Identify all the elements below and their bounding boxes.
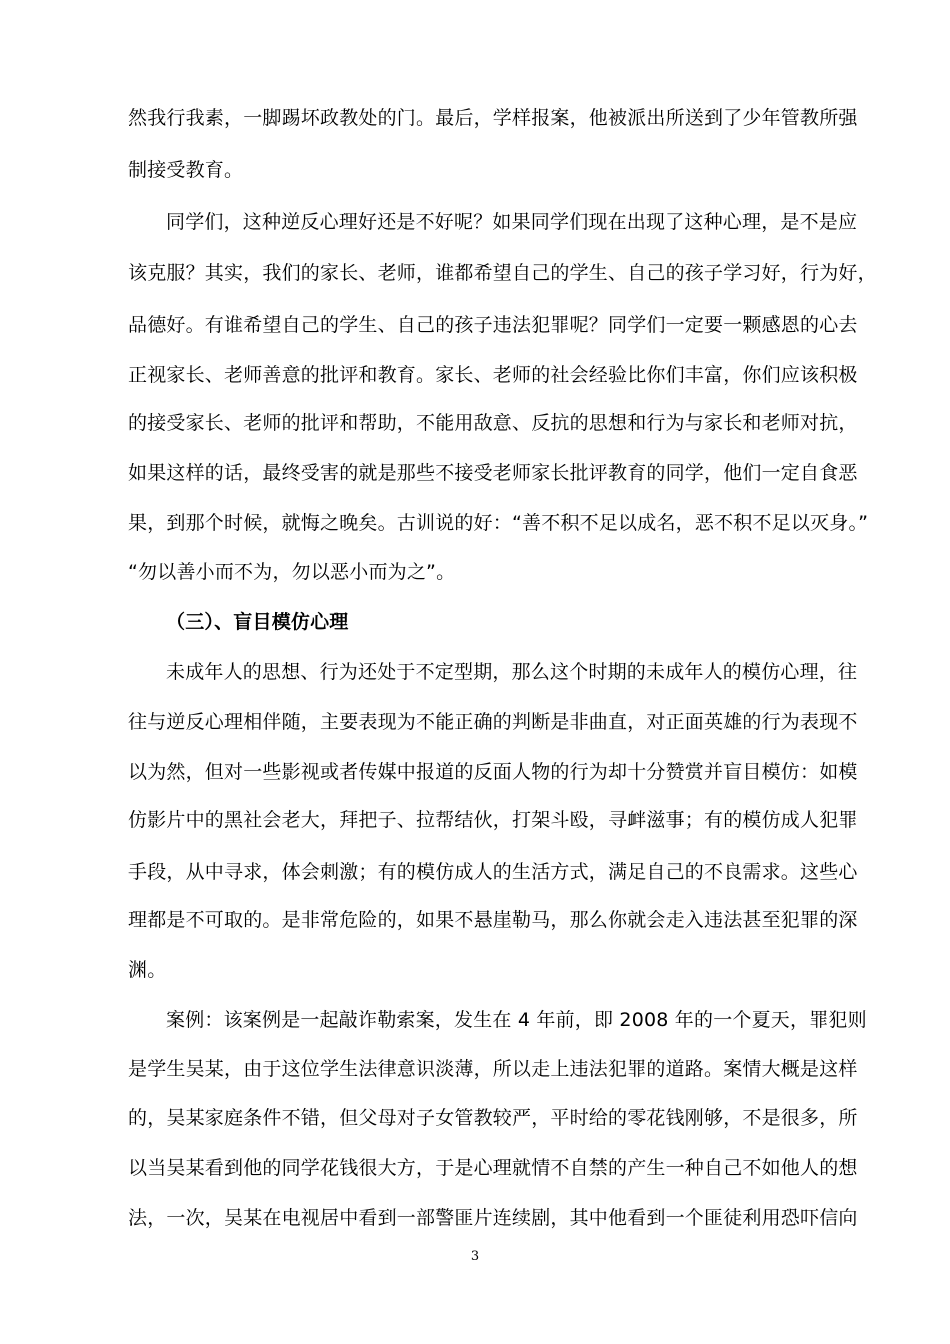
text-line: 然我行我素，一脚踢坏政教处的门。最后，学样报案，他被派出所送到了少年管教所强	[128, 107, 858, 129]
text-line: 仿影片中的黑社会老大，拜把子、拉帮结伙，打架斗殴，寻衅滋事；有的模仿成人犯罪	[128, 809, 858, 831]
text-line: 手段，从中寻求，体会刺激；有的模仿成人的生活方式，满足自己的不良需求。这些心	[128, 861, 858, 883]
text-line: 同学们，这种逆反心理好还是不好呢？如果同学们现在出现了这种心理，是不是应	[166, 211, 858, 233]
text-line: 的接受家长、老师的批评和帮助，不能用敌意、反抗的思想和行为与家长和老师对抗，	[128, 412, 858, 434]
text-line: 以当吴某看到他的同学花钱很大方，于是心理就情不自禁的产生一种自己不如他人的想	[128, 1157, 858, 1179]
text-line: 该克服？其实，我们的家长、老师，谁都希望自己的学生、自己的孩子学习好，行为好，	[128, 262, 877, 284]
text-line: 的，吴某家庭条件不错，但父母对子女管教较严，平时给的零花钱刚够，不是很多，所	[128, 1107, 858, 1129]
section-heading: （三）、盲目模仿心理	[166, 611, 349, 633]
text-line: 果，到那个时候，就悔之晚矣。古训说的好：“善不积不足以成名，恶不积不足以灭身。”	[128, 512, 869, 534]
text-line: 法，一次，吴某在电视居中看到一部警匪片连续剧，其中他看到一个匪徒利用恐吓信向	[128, 1207, 858, 1229]
text-line: 如果这样的话，最终受害的就是那些不接受老师家长批评教育的同学，他们一定自食恶	[128, 462, 858, 484]
text-line: 以为然，但对一些影视或者传媒中报道的反面人物的行为却十分赞赏并盲目模仿：如模	[128, 761, 858, 783]
text-line: 往与逆反心理相伴随，主要表现为不能正确的判断是非曲直，对正面英雄的行为表现不	[128, 711, 858, 733]
text-line: 品德好。有谁希望自己的学生、自己的孩子违法犯罪呢？同学们一定要一颗感恩的心去	[128, 314, 858, 336]
text-line: 正视家长、老师善意的批评和教育。家长、老师的社会经验比你们丰富，你们应该积极	[128, 364, 858, 386]
text-line: 制接受教育。	[128, 159, 244, 181]
text-line: 是学生吴某，由于这位学生法律意识淡薄，所以走上违法犯罪的道路。案情大概是这样	[128, 1058, 858, 1080]
text-line: 案例：该案例是一起敲诈勒索案，发生在 4 年前，即 2008 年的一个夏天，罪犯则	[166, 1009, 867, 1031]
text-line: 理都是不可取的。是非常危险的，如果不悬崖勒马，那么你就会走入违法甚至犯罪的深	[128, 909, 858, 931]
text-line: 渊。	[128, 959, 167, 981]
text-line: 未成年人的思想、行为还处于不定型期，那么这个时期的未成年人的模仿心理，往	[166, 661, 858, 683]
page-number: 3	[470, 1249, 480, 1264]
text-line: “勿以善小而不为，勿以恶小而为之”。	[128, 561, 456, 583]
